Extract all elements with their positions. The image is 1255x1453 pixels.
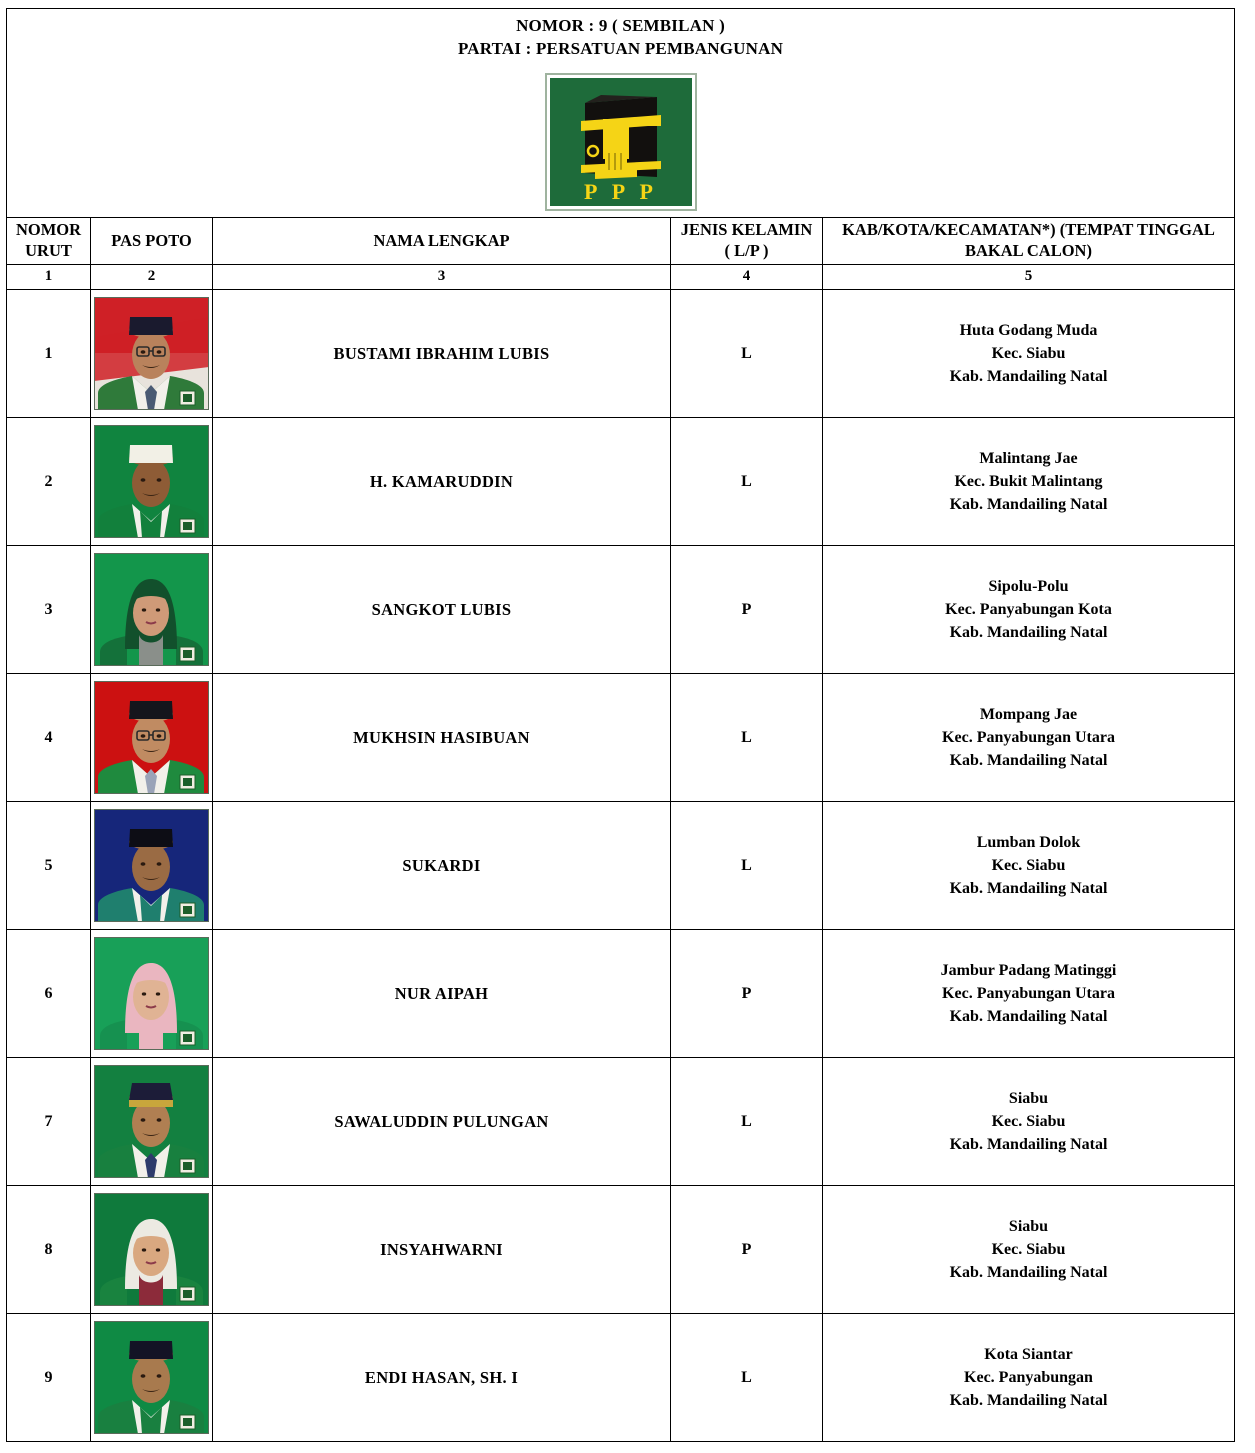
row-full-name: MUKHSIN HASIBUAN [213, 674, 671, 802]
row-address-line1: Huta Godang Muda [959, 321, 1098, 339]
header-nama-lengkap: NAMA LENGKAP [213, 218, 671, 265]
table-body [7, 290, 1235, 1442]
table-row [7, 418, 1235, 546]
column-number-row [7, 265, 1235, 290]
row-number: 8 [7, 1186, 91, 1314]
column-number-5: 5 [823, 265, 1235, 290]
party-header-cell [7, 9, 1235, 218]
row-address-line1: Jambur Padang Matinggi [940, 961, 1117, 979]
candidate-photo-6 [91, 930, 213, 1058]
row-address-line1: Kota Siantar [984, 1345, 1073, 1363]
row-number: 4 [7, 674, 91, 802]
row-address-line2: Kec. Siabu [991, 1112, 1066, 1130]
row-address-line2: Kec. Bukit Malintang [954, 472, 1103, 490]
row-gender: P [671, 930, 823, 1058]
row-gender: P [671, 1186, 823, 1314]
row-address-line1: Sipolu-Polu [988, 577, 1069, 595]
row-number: 7 [7, 1058, 91, 1186]
row-address-line3: Kab. Mandailing Natal [949, 624, 1108, 642]
row-address-line1: Siabu [1008, 1217, 1049, 1235]
header-jenis-kelamin-line1: JENIS KELAMIN [680, 220, 813, 240]
header-jenis-kelamin-line2: ( L/P ) [724, 241, 769, 260]
row-address-line3: Kab. Mandailing Natal [949, 368, 1108, 386]
row-gender: P [671, 546, 823, 674]
column-number-1: 1 [7, 265, 91, 290]
row-full-name: NUR AIPAH [213, 930, 671, 1058]
row-gender: L [671, 802, 823, 930]
column-number-2: 2 [91, 265, 213, 290]
header-nomor-urut [7, 218, 91, 265]
row-full-name: ENDI HASAN, SH. I [213, 1314, 671, 1442]
row-address [823, 1314, 1235, 1442]
header-kab-kota-kecamatan [823, 218, 1235, 265]
candidate-photo-7 [91, 1058, 213, 1186]
row-address [823, 1058, 1235, 1186]
candidate-photo-4 [91, 674, 213, 802]
row-address-line3: Kab. Mandailing Natal [949, 752, 1108, 770]
row-number: 6 [7, 930, 91, 1058]
row-address-line2: Kec. Panyabungan [964, 1368, 1093, 1386]
header-jenis-kelamin [671, 218, 823, 265]
row-address [823, 1186, 1235, 1314]
row-address-line3: Kab. Mandailing Natal [949, 1136, 1108, 1154]
candidate-photo-5 [91, 802, 213, 930]
row-full-name: SAWALUDDIN PULUNGAN [213, 1058, 671, 1186]
row-address-line2: Kec. Panyabungan Utara [942, 728, 1115, 746]
row-full-name: SANGKOT LUBIS [213, 546, 671, 674]
ppp-party-logo-icon [545, 73, 697, 211]
row-address-line1: Malintang Jae [979, 449, 1078, 467]
row-address [823, 802, 1235, 930]
row-address-line2: Kec. Siabu [991, 1240, 1066, 1258]
table-row [7, 546, 1235, 674]
row-address-line3: Kab. Mandailing Natal [949, 1392, 1108, 1410]
candidate-photo-2 [91, 418, 213, 546]
row-address-line2: Kec. Siabu [991, 344, 1066, 362]
row-address-line2: Kec. Siabu [991, 856, 1066, 874]
row-gender: L [671, 1314, 823, 1442]
party-number-text: NOMOR : 9 ( SEMBILAN ) [516, 16, 725, 36]
row-gender: L [671, 418, 823, 546]
row-address-line1: Siabu [1008, 1089, 1049, 1107]
candidate-photo-1 [91, 290, 213, 418]
row-address [823, 674, 1235, 802]
candidate-list-table [6, 8, 1235, 1442]
row-full-name: H. KAMARUDDIN [213, 418, 671, 546]
row-full-name: SUKARDI [213, 802, 671, 930]
row-number: 9 [7, 1314, 91, 1442]
row-gender: L [671, 290, 823, 418]
row-address-line3: Kab. Mandailing Natal [949, 1008, 1108, 1026]
row-gender: L [671, 674, 823, 802]
header-nomor-urut-line1: NOMOR [15, 220, 82, 240]
row-address [823, 930, 1235, 1058]
table-row [7, 290, 1235, 418]
table-row [7, 802, 1235, 930]
table-row [7, 674, 1235, 802]
row-address-line1: Mompang Jae [979, 705, 1078, 723]
row-address-line3: Kab. Mandailing Natal [949, 496, 1108, 514]
table-header-row [7, 218, 1235, 265]
column-number-4: 4 [671, 265, 823, 290]
row-number: 3 [7, 546, 91, 674]
party-header-row [7, 9, 1235, 218]
row-full-name: INSYAHWARNI [213, 1186, 671, 1314]
row-full-name: BUSTAMI IBRAHIM LUBIS [213, 290, 671, 418]
header-kab-kota-line1: KAB/KOTA/KECAMATAN*) (TEMPAT TINGGAL [842, 220, 1215, 240]
table-row [7, 930, 1235, 1058]
party-name-text: PARTAI : PERSATUAN PEMBANGUNAN [457, 39, 784, 58]
row-address [823, 546, 1235, 674]
candidate-photo-8 [91, 1186, 213, 1314]
header-pas-poto: PAS POTO [91, 218, 213, 265]
row-address-line3: Kab. Mandailing Natal [949, 1264, 1108, 1282]
row-address-line1: Lumban Dolok [976, 833, 1081, 851]
candidate-photo-9 [91, 1314, 213, 1442]
row-address-line3: Kab. Mandailing Natal [949, 880, 1108, 898]
table-row [7, 1314, 1235, 1442]
row-number: 5 [7, 802, 91, 930]
header-kab-kota-line2: BAKAL CALON) [965, 241, 1092, 260]
header-nomor-urut-line2: URUT [25, 241, 72, 260]
row-address-line2: Kec. Panyabungan Kota [945, 600, 1112, 618]
row-gender: L [671, 1058, 823, 1186]
row-address [823, 418, 1235, 546]
table-row [7, 1186, 1235, 1314]
table-row [7, 1058, 1235, 1186]
row-address-line2: Kec. Panyabungan Utara [942, 984, 1115, 1002]
column-number-3: 3 [213, 265, 671, 290]
row-number: 2 [7, 418, 91, 546]
row-number: 1 [7, 290, 91, 418]
row-address [823, 290, 1235, 418]
ppp-logo-text: P P P [583, 178, 658, 204]
candidate-photo-3 [91, 546, 213, 674]
